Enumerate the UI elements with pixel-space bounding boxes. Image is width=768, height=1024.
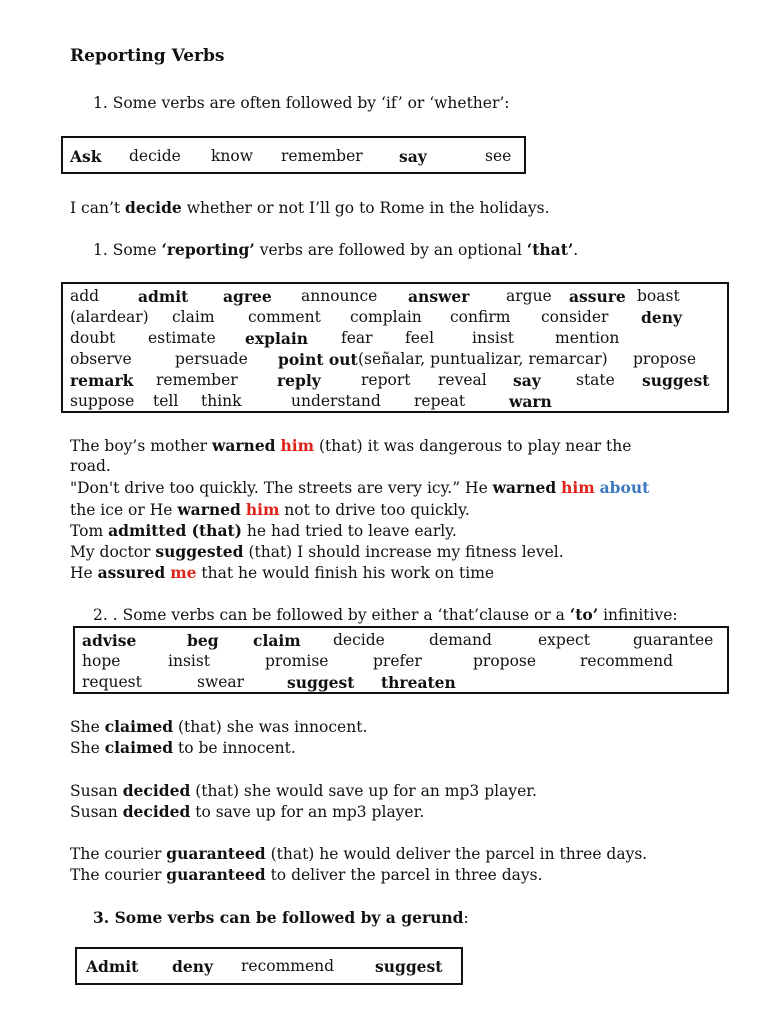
verb-word: understand [291, 392, 381, 410]
verb-word: suppose [70, 392, 135, 410]
verb-word: deny [172, 957, 213, 976]
verb-word: feel [405, 329, 435, 347]
verb-word: Ask [70, 147, 102, 166]
verb-word: confirm [450, 308, 511, 326]
example-line: The boy’s mother warned him (that) it was dangerous to play near the [70, 436, 632, 455]
example-line: "Don't drive too quickly. The streets are very icy.” He warned him about [70, 478, 650, 498]
verb-word: recommend [580, 652, 674, 670]
verb-row [75, 672, 727, 693]
verb-word: reveal [438, 371, 487, 389]
verb-word: decide [333, 631, 385, 649]
verb-word: Admit [86, 957, 139, 976]
verb-word: suggest [375, 957, 443, 976]
verb-word: doubt [70, 329, 116, 347]
verb-word: tell [153, 392, 179, 410]
verb-word: boast [637, 287, 680, 305]
page-title: Reporting Verbs [70, 46, 225, 66]
verb-word: request [82, 673, 142, 691]
verb-word: remember [156, 371, 238, 389]
verb-word: recommend [241, 957, 335, 975]
section4-heading: 3. Some verbs can be followed by a gerund: [93, 908, 469, 927]
verb-word: suggest [287, 673, 355, 692]
verb-word: assure [569, 287, 626, 306]
verb-word: comment [248, 308, 321, 326]
verb-word: announce [301, 287, 378, 305]
section2-heading: 1. Some ‘reporting’ verbs are followed by an optional ‘that’. [93, 240, 579, 259]
verb-word: demand [429, 631, 492, 649]
verb-word: reply [277, 371, 321, 390]
verb-word: promise [265, 652, 329, 670]
verb-word: remark [70, 371, 134, 390]
verb-word: add [70, 287, 100, 305]
section2-examples [70, 435, 649, 583]
verb-row [63, 286, 727, 307]
section2-verb-box [61, 282, 729, 413]
example-line: Tom admitted (that) he had tried to leave early. [70, 520, 457, 540]
verb-word: consider [541, 308, 609, 326]
verb-row [63, 391, 727, 412]
example-line: Susan decided to save up for an mp3 player. [70, 801, 425, 821]
section1-example: I can’t decide whether or not I’ll go to Rome in the holidays. [70, 198, 550, 217]
verb-row [63, 307, 727, 328]
verb-word: point out [278, 350, 358, 369]
verb-word: decide [129, 147, 181, 165]
verb-word: insist [168, 652, 211, 670]
verb-word: propose [633, 350, 697, 368]
verb-word: propose [473, 652, 537, 670]
verb-word: deny [641, 308, 682, 327]
verb-word: know [211, 147, 253, 165]
verb-word: claim [172, 308, 215, 326]
verb-word: prefer [373, 652, 422, 670]
verb-word: argue [506, 287, 552, 305]
verb-word: beg [187, 631, 219, 650]
example-line: She claimed (that) she was innocent. [70, 717, 368, 736]
verb-word: complain [350, 308, 422, 326]
verb-word: remember [281, 147, 363, 165]
verb-word: threaten [381, 673, 456, 692]
example-line: My doctor suggested (that) I should increase my fitness level. [70, 541, 564, 561]
verb-row [63, 349, 727, 370]
verb-word: swear [197, 673, 245, 691]
example-line: The courier guaranteed (that) he would deliver the parcel in three days. [70, 844, 648, 864]
verb-word: say [513, 371, 541, 390]
verb-word: observe [70, 350, 132, 368]
verb-word: (alardear) [70, 308, 149, 326]
verb-word: say [399, 147, 427, 166]
verb-row [63, 370, 727, 391]
example-line: He assured me that he would finish his work on time [70, 563, 495, 583]
example-line: She claimed to be innocent. [70, 738, 296, 758]
verb-word: insist [472, 329, 515, 347]
verb-word: think [201, 392, 242, 410]
example-line: Susan decided (that) she would save up for an mp3 player. [70, 780, 537, 800]
verb-word: warn [509, 392, 552, 411]
section3-heading: 2. . Some verbs can be followed by either a ‘that’clause or a ‘to’ infinitive: [93, 605, 678, 624]
verb-row [63, 328, 727, 349]
verb-row [75, 651, 727, 672]
verb-word: state [576, 371, 615, 389]
verb-word: mention [555, 329, 620, 347]
verb-word: answer [408, 287, 470, 306]
verb-word: expect [538, 631, 590, 649]
verb-word: advise [82, 631, 137, 650]
verb-word: persuade [175, 350, 248, 368]
example-line: the ice or He warned him not to drive too quickly. [70, 499, 470, 519]
verb-word: agree [223, 287, 272, 306]
example-line: The courier guaranteed to deliver the parcel in three days. [70, 865, 543, 885]
verb-word: repeat [414, 392, 466, 410]
section1-verb-box [61, 136, 526, 174]
section1-heading: 1. Some verbs are often followed by ‘if’ or ‘whether’: [93, 94, 510, 112]
verb-word: hope [82, 652, 121, 670]
verb-word: report [361, 371, 411, 389]
section4-verb-box [75, 947, 463, 985]
verb-word: explain [245, 329, 309, 348]
verb-word: see [485, 147, 512, 165]
verb-word: suggest [642, 371, 710, 390]
section3-verb-box [73, 626, 729, 694]
verb-word: fear [341, 329, 373, 347]
example-line: road. [70, 457, 111, 476]
verb-row [75, 630, 727, 651]
verb-word: guarantee [633, 631, 714, 649]
section3-examples [70, 716, 647, 886]
verb-word: estimate [148, 329, 216, 347]
verb-word: claim [253, 631, 301, 650]
verb-word: admit [138, 287, 189, 306]
verb-word: (señalar, puntualizar, remarcar) [358, 350, 608, 368]
